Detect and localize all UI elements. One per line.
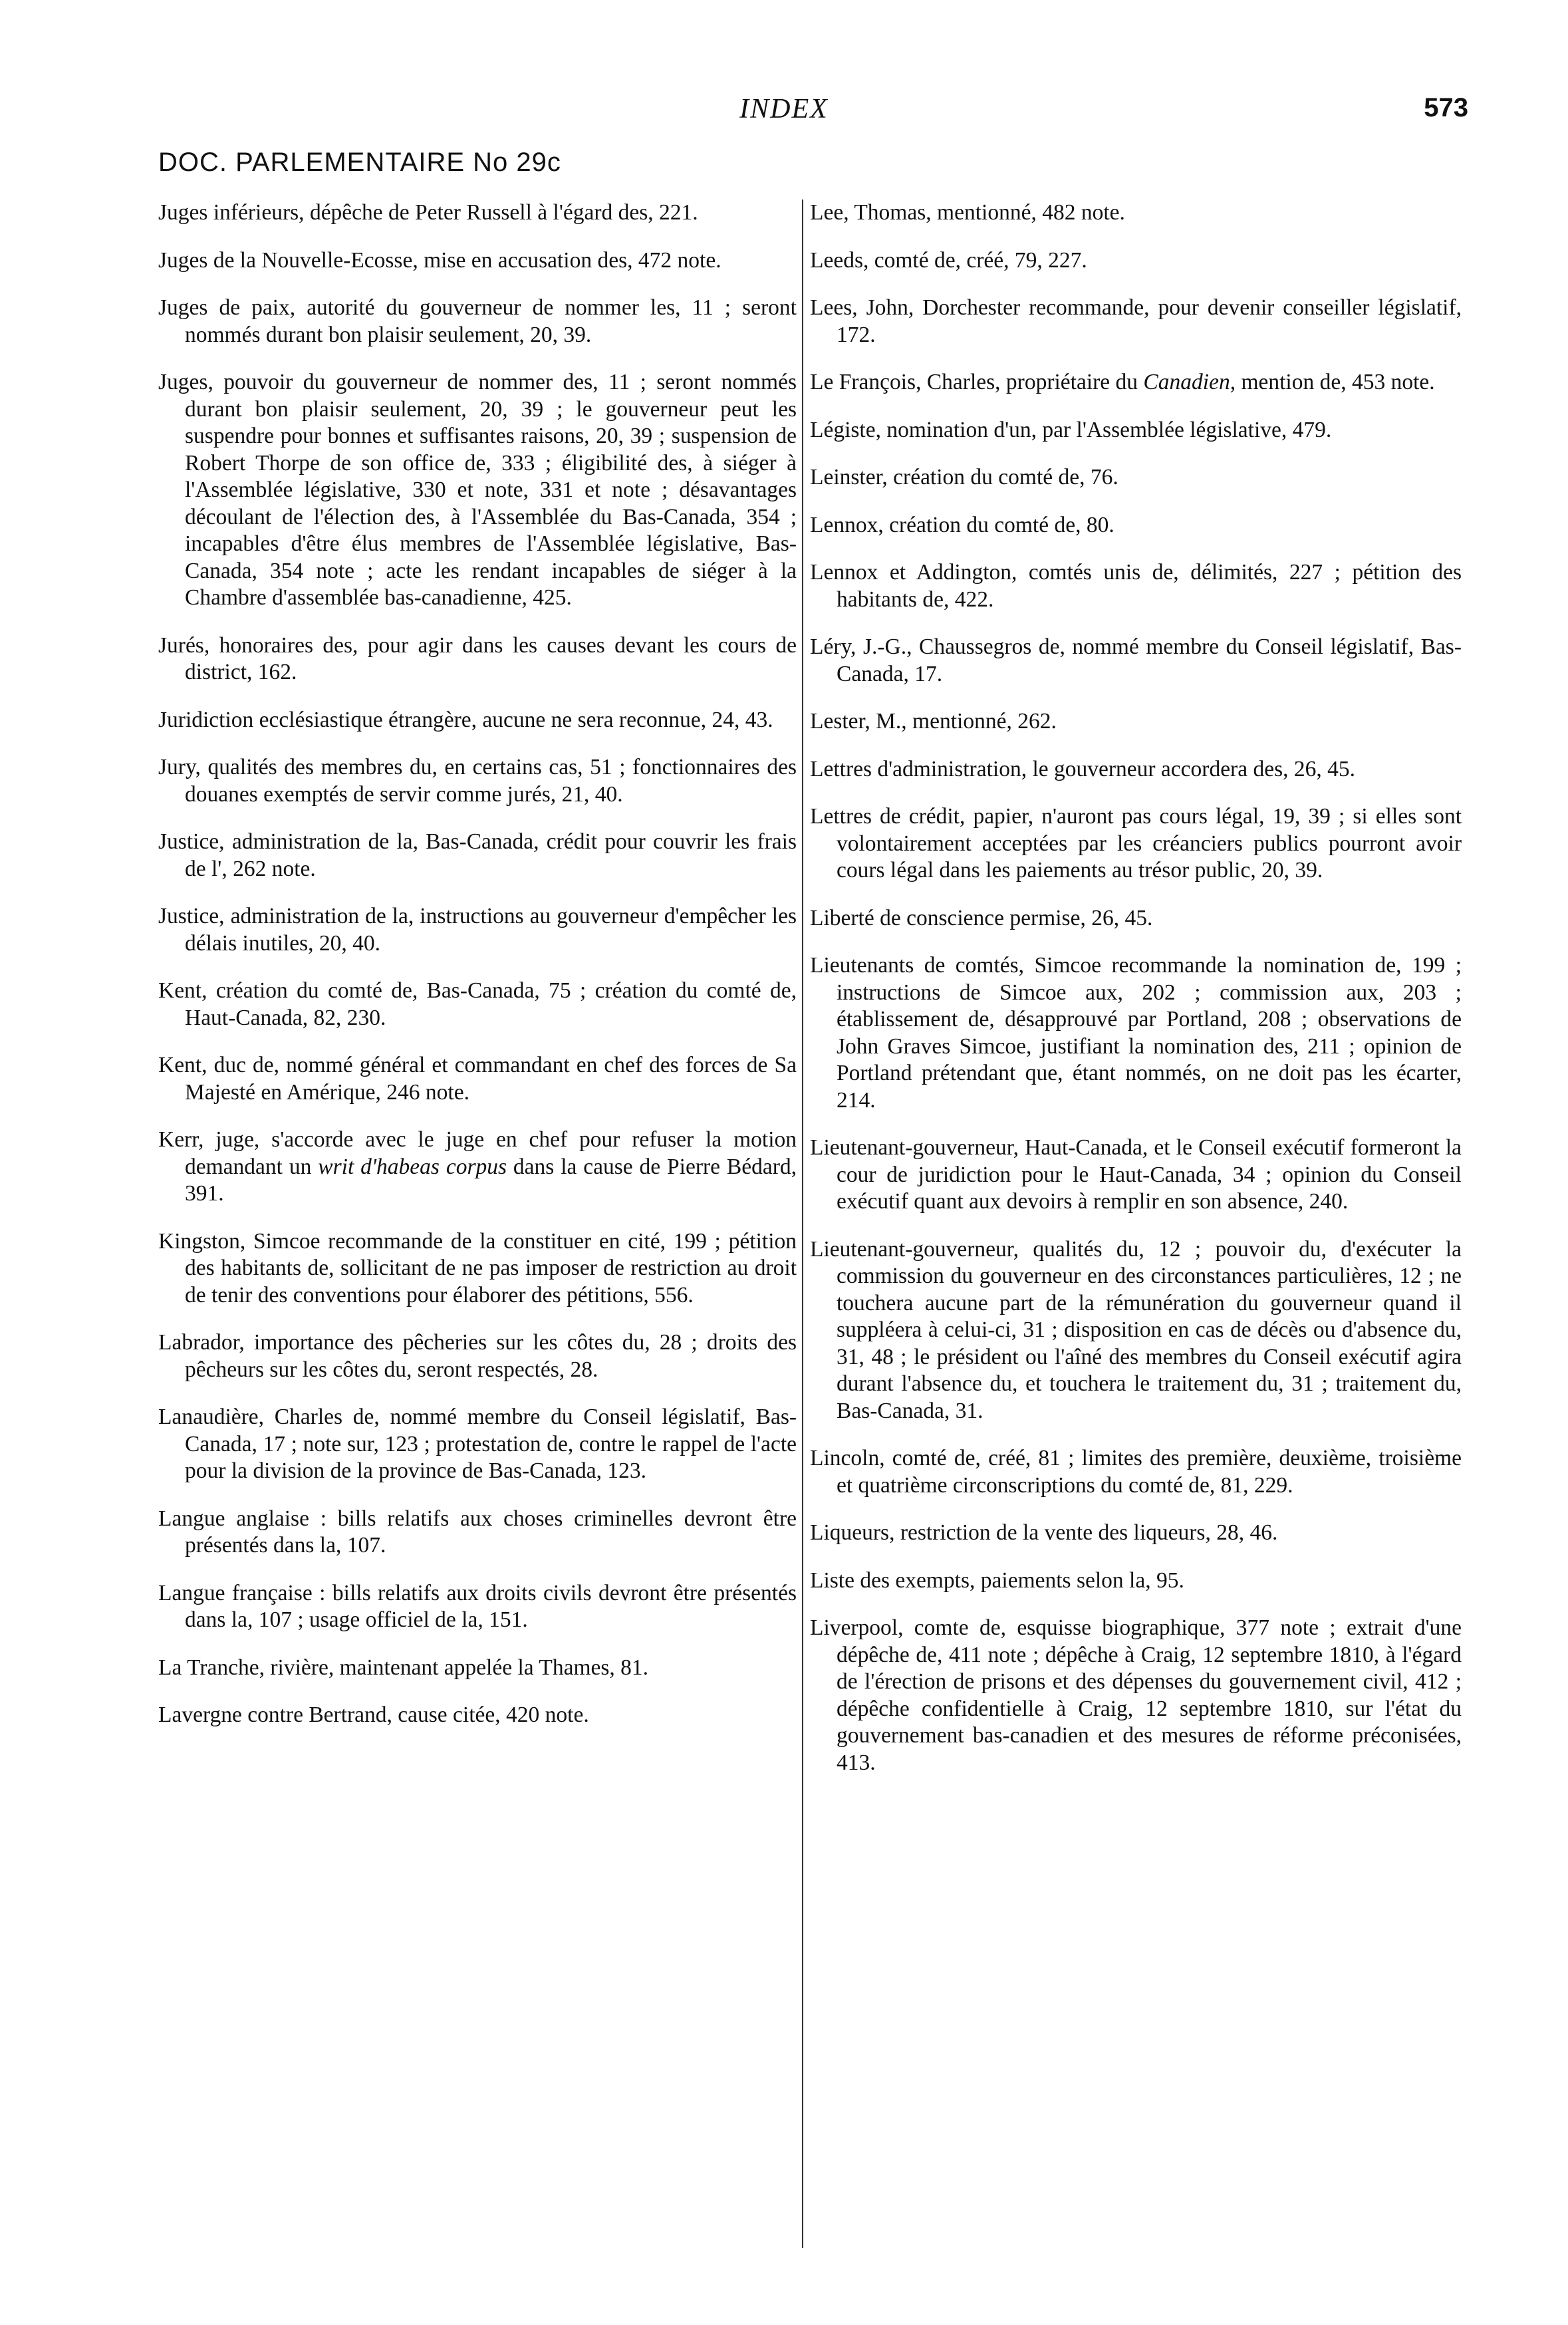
index-entry (810, 1135, 1462, 1216)
index-entry (158, 1580, 797, 1634)
index-headword: La Tranche, (158, 1655, 265, 1680)
index-entry (810, 247, 1462, 275)
index-references: nommé général et commandant en chef des forces de Sa Majesté en Amérique, 246 note. (185, 1053, 797, 1105)
index-references: mentionné, 482 note. (937, 200, 1125, 225)
index-references: s'accorde avec le juge en chef pour refuser la motion demandant un (185, 1127, 797, 1179)
index-entry (158, 1702, 797, 1729)
index-headword: Leeds, (810, 247, 869, 273)
index-entry (158, 1127, 797, 1208)
index-headword: Kerr, juge, (158, 1127, 260, 1152)
index-entry (810, 512, 1462, 539)
index-references: cause citée, 420 note. (398, 1703, 589, 1727)
index-references: restriction de la vente des liqueurs, 28, 46. (900, 1520, 1278, 1545)
index-entry (158, 978, 797, 1031)
index-headword: Liverpool, comte de, (810, 1615, 1006, 1640)
index-references: rivière, maintenant appelée la Thames, 81. (270, 1655, 649, 1680)
index-entry (810, 952, 1462, 1114)
index-entry (810, 559, 1462, 613)
index-headword: Lavergne contre Bertrand, (158, 1703, 392, 1727)
index-references: Simcoe recommande de la constituer en cité, 199 ; pétition des habitants de, sollicitant de ne pas imposer de restriction au droit de tenir des conventions pour élaborer des pétitions, 556. (185, 1228, 797, 1307)
index-entry (158, 903, 797, 957)
index-headword: Juges, (158, 370, 213, 394)
index-entry (158, 295, 797, 348)
index-headword: Lincoln, (810, 1446, 885, 1470)
page-number: 573 (1424, 93, 1468, 122)
column-divider (802, 200, 803, 2248)
index-entry (810, 369, 1462, 396)
index-headword: Léry, J.-G., Chaussegros de, (810, 634, 1065, 659)
index-headword: Justice, (158, 829, 225, 854)
index-headword: Kingston, (158, 1228, 246, 1254)
index-references: dépêche de Peter Russell à l'égard des, 221. (309, 200, 698, 225)
index-references: esquisse biographique, 377 note ; extrait d'une dépêche de, 411 note ; dépêche à Craig, 12 septembre 1810, à l'égard de l'érection de prisons et des dépenses du gouvernement civil, 412 ; dépêche confidentielle à Craig, 12 septembre 1810, sur l'état du gouvernement bas-canadien et des mesures de réforme préconisées, 413. (837, 1615, 1462, 1775)
index-entry (810, 708, 1462, 736)
index-headword: Lieutenant-gouverneur, (810, 1236, 1019, 1262)
index-references: autorité du gouverneur de nommer les, 11 ; seront nommés durant bon plaisir seulement, 20, 39. (185, 295, 797, 347)
index-entry (158, 1228, 797, 1309)
index-entry (810, 1615, 1462, 1776)
index-headword: Justice, (158, 904, 225, 928)
index-references: qualités des membres du, en certains cas, 51 ; fonctionnaires des douanes exemptés de servir comme jurés, 21, 40. (185, 755, 797, 807)
index-headword: Liqueurs, (810, 1520, 895, 1545)
index-entry (810, 1236, 1462, 1425)
index-column-left (158, 200, 797, 2255)
index-references: aucune ne sera reconnue, 24, 43. (482, 707, 773, 732)
index-headword: Légiste, (810, 417, 881, 442)
index-references: bills relatifs aux droits civils devront être présentés dans la, 107 ; usage officiel de la, 151. (185, 1580, 797, 1632)
index-entry (158, 632, 797, 686)
index-headword: Le François, Charles, (810, 370, 1001, 394)
index-headword: Lennox, (810, 512, 884, 537)
index-references: permise, 26, 45. (1009, 905, 1153, 930)
index-references: paiements selon la, 95. (980, 1568, 1184, 1593)
index-entry (158, 1404, 797, 1485)
index-headword: Kent, duc de, (158, 1053, 280, 1077)
index-headword: Lennox et Addington, (810, 560, 1017, 585)
index-references: comté de, créé, 81 ; limites des première, deuxième, troisième et quatrième circonscriptions du comté de, 81, 229. (837, 1446, 1462, 1498)
index-references: pouvoir du gouverneur de nommer des, 11 ; seront nommés durant bon plaisir seulement, 20, 39 ; le gouverneur peut les suspendre pour bonnes et suffisantes raisons, 20, 39 ; suspension de Robert Thorpe de son office de, 333 ; éligibilité des, à siéger à l'Assemblée législative, 330 et note, 331 et note ; désavantages découlant de l'élection des, à l'Assemblée du Bas-Canada, 354 ; incapables d'être élus membres de l'Assemblée législative, Bas-Canada, 354 note ; acte les rendant incapables de siéger à la Chambre d'assemblée bas-canadienne, 425. (185, 370, 797, 610)
document-label: DOC. PARLEMENTAIRE No 29c (158, 148, 561, 177)
index-references: comté de, créé, 79, 227. (874, 247, 1087, 273)
index-references-cont: dans la cause de Pierre Bédard, 391. (185, 1154, 797, 1206)
index-references: nommé membre du Conseil législatif, Bas-Canada, 17 ; note sur, 123 ; protestation de, contre le rappel de l'acte pour la division de la province de Bas-Canada, 123. (185, 1405, 797, 1483)
index-entry (810, 295, 1462, 348)
index-column-right (810, 200, 1462, 2255)
index-headword: Labrador, (158, 1330, 245, 1355)
index-headword: Juges de la Nouvelle-Ecosse, (158, 247, 418, 273)
index-headword: Leinster, (810, 465, 888, 489)
index-headword: Jurés, (158, 632, 210, 658)
index-references: création du comté de, Bas-Canada, 75 ; création du comté de, Haut-Canada, 82, 230. (185, 978, 797, 1030)
index-headword: Langue anglaise : (158, 1506, 327, 1531)
index-headword: Lieutenants de comtés, (810, 953, 1025, 978)
index-headword: Lettres de crédit, (810, 804, 966, 829)
index-references: mise en accusation des, 472 note. (424, 247, 721, 273)
index-entry (810, 634, 1462, 688)
index-headword: Jury, (158, 755, 201, 779)
index-headword: Lester, M., (810, 709, 907, 734)
index-references: création du comté de, 76. (893, 465, 1118, 489)
index-references: nomination d'un, par l'Assemblée législative, 479. (886, 417, 1332, 442)
index-references: mentionné, 262. (912, 709, 1057, 734)
index-entry (810, 1445, 1462, 1499)
index-entry (158, 200, 797, 227)
index-entry (158, 1052, 797, 1106)
index-headword: Langue française : (158, 1580, 326, 1605)
index-references: Simcoe recommande la nomination de, 199 ; instructions de Simcoe aux, 202 ; commission aux, 203 ; établissement de, désapprouvé par Portland, 208 ; observations de John Graves Simcoe, justifiant la nomination des, 211 ; opinion de Portland prétendant que, étant nommés, on ne doit pas les écarter, 214. (837, 953, 1462, 1113)
index-headword: Lee, Thomas, (810, 200, 932, 225)
index-entry (810, 417, 1462, 444)
index-entry (158, 1329, 797, 1383)
index-entry (810, 1568, 1462, 1595)
index-entry (158, 369, 797, 612)
index-references-cont: mention de, 453 note. (1241, 370, 1435, 394)
index-entry (158, 1506, 797, 1560)
index-references: le gouverneur accordera des, 26, 45. (1032, 756, 1355, 781)
index-references: papier, n'auront pas cours légal, 19, 39 ; si elles sont volontairement acceptées par les créanciers publics pourront avoir cours légal dans les paiements au trésor public, 20, 39. (837, 804, 1462, 883)
index-references: création du comté de, 80. (889, 512, 1114, 537)
index-italic-term: Canadien, (1143, 370, 1236, 394)
index-entry (158, 829, 797, 883)
index-entry (810, 905, 1462, 932)
index-references: nommé membre du Conseil législatif, Bas-Canada, 17. (837, 634, 1462, 686)
index-headword: Liste des exempts, (810, 1568, 976, 1593)
index-headword: Kent, (158, 978, 207, 1003)
index-entry (810, 464, 1462, 491)
index-headword: Lees, John, (810, 295, 914, 320)
index-references: qualités du, 12 ; pouvoir du, d'exécuter la commission du gouverneur en des circonstances particulières, 12 ; ne touchera aucune part de la rémunération du gouverneur quand il suppléera à celui-ci, 31 ; disposition en cas de décès ou d'absence du, 31, 48 ; le président ou l'aîné des membres du Conseil exécutif agira durant l'absence du, et touchera le traitement du, 31 ; traitement du, Bas-Canada, 31. (837, 1236, 1462, 1423)
index-entry (810, 1520, 1462, 1547)
index-entry (810, 803, 1462, 885)
index-references: honoraires des, pour agir dans les causes devant les cours de district, 162. (185, 632, 797, 684)
index-headword: Liberté de conscience (810, 905, 1005, 930)
index-references: comtés unis de, délimités, 227 ; pétition des habitants de, 422. (837, 560, 1462, 612)
index-headword: Juges de paix, (158, 295, 296, 320)
index-entry (158, 754, 797, 808)
index-references: Dorchester recommande, pour devenir conseiller législatif, 172. (837, 295, 1462, 347)
index-italic-term: writ d'habeas corpus (318, 1154, 507, 1179)
index-references: administration de la, instructions au gouverneur d'empêcher les délais inutiles, 20, 40. (185, 904, 797, 956)
index-references: propriétaire du (1005, 370, 1138, 394)
index-references: administration de la, Bas-Canada, crédit pour couvrir les frais de l', 262 note. (185, 829, 797, 881)
index-entry (810, 200, 1462, 227)
index-entry (810, 756, 1462, 783)
index-references: importance des pêcheries sur les côtes du, 28 ; droits des pêcheurs sur les côtes du, seront respectés, 28. (185, 1330, 797, 1382)
index-entry (158, 1655, 797, 1682)
index-headword: Juges inférieurs, (158, 200, 305, 225)
index-references: Haut-Canada, et le Conseil exécutif formeront la cour de juridiction pour le Haut-Canada, 34 ; opinion du Conseil exécutif quant aux devoirs à remplir en son absence, 240. (837, 1135, 1462, 1214)
index-headword: Lieutenant-gouverneur, (810, 1135, 1019, 1160)
running-title: INDEX (739, 94, 829, 124)
index-references: bills relatifs aux choses criminelles devront être présentés dans la, 107. (185, 1506, 797, 1558)
index-headword: Lanaudière, Charles de, (158, 1405, 380, 1429)
index-entry (158, 247, 797, 275)
index-entry (158, 707, 797, 734)
page-header (0, 93, 1568, 146)
index-headword: Juridiction ecclésiastique étrangère, (158, 707, 477, 732)
index-headword: Lettres d'administration, (810, 756, 1027, 781)
